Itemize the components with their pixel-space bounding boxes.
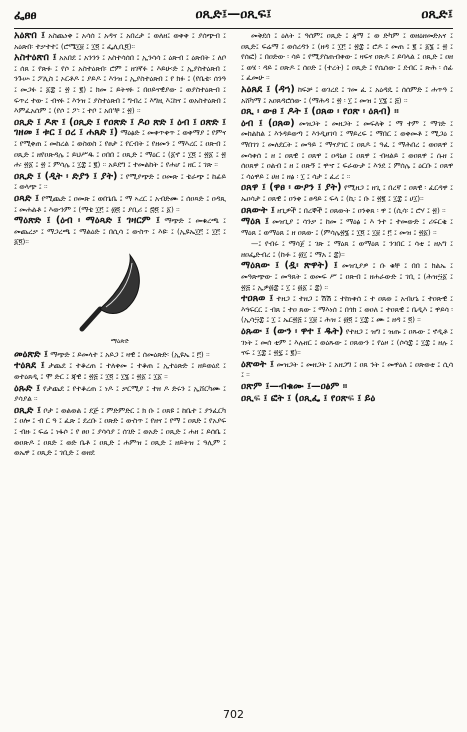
dictionary-entry: [241, 360, 453, 381]
dictionary-entry: [241, 217, 453, 238]
figure-caption: ማዕጽድ: [110, 336, 130, 345]
entry-headword: አዕጸደ ፤ (ዳኀ): [241, 83, 295, 95]
entry-headword: ዐጸውት ፤: [241, 204, 275, 216]
header-left-word: ፌፀፀ: [14, 8, 37, 22]
entry-headword: ተዐጸወ ፤: [241, 293, 274, 305]
entry-headword: መዕጽድ ፤: [14, 348, 48, 360]
dictionary-entry: [14, 361, 226, 382]
entry-headword: ተዕጸደ ፤: [14, 360, 45, 372]
entry-headword: ዕጽወት ፤: [241, 358, 274, 370]
sickle-illustration: [60, 251, 180, 337]
dictionary-entry: [241, 183, 453, 204]
dictionary-entry: [14, 406, 226, 459]
dictionary-entry: [14, 384, 226, 405]
entry-headword: ዐጺድ ፤ ዶጽ ፤ (ዐጺድ ፤ የዐጽድ ፤ ዶዐ ጽድ ፤ ዕብ ፤ ዐጽድ ፤ ገዘመ ፤ ቱር ፤ ዐረ ፤ ሐጸድ ፤): [14, 116, 226, 139]
entry-headword: ማዕጽድ ፤ (ዕብ ፡ ማዕጻድ ፤ ገዛርም ፤: [14, 215, 160, 227]
page-number: 702: [223, 708, 244, 721]
entry-headword: ማዕጸ ፤: [241, 216, 269, 228]
entry-headword: ዐጸዋ ፤ (ዋፀ ፡ ውዖን ፤ ያት): [241, 182, 342, 194]
sickle-figure: [14, 251, 226, 346]
entry-headword: ዕጹው ፤ (ውን ፡ ዋተ ፤ ዱት): [241, 326, 344, 338]
entry-headword: ዐጺ ፡ ውፀ ፤ ዶት ፤ (ዐጸወ ፡ የዐጽ ፡ ዕጸብ) ።: [241, 106, 399, 118]
dictionary-entry: [14, 53, 226, 117]
entry-definition: የሚጨድ ፤ ዐመጽ ፤ ወበጌቤ ፤ ማ ኣረር ፤ አብድሙ ፤ ሰዐጻድ ፤ ዐዳጺ ፤ መሐልቶ ፤ እውንም ፤ (ማቴ ፲፫ ፤ ፴፬ ፤ ያቢሪ ፤ ፷፬ ፤ ፩) ።: [14, 193, 226, 214]
entry-definition: የታጨደ ፤ የተቆረጠ ፤ ነዶ ፤ ቃርሚያ ፤ ተዘ ዶ ድሩን ፤ ኢሸርካሙ ፤ ያሳያል ።: [14, 383, 226, 404]
left-column: [14, 31, 226, 699]
entry-headword: ዐጽም ፤—ብቁሙ ፤—ዐፅም ።: [241, 381, 348, 392]
entry-definition: ተዘጋ ፤ ተዘጋ ፤ ሽሽ ፤ ተከነቀሰ ፤ ተ ዐጸወ ፤ አብሆኒ ፤ ተዐጽዊ ፤ እጓፍርር ፤ ብጸ ፤ ተዐ ጸው ፤ ማእነሰ ፤ በጎክ ፤ ወዐለ ፤ ተዐጸዊ ፤ ቤዲእ ፤ ዋይሳ ፡ (ኢሳ፵፰ ፤ ፲ ፤ ኤር፳፭ ፤ ፲፱ ፤ ሕዝ ፤ ፴፬ ፤ ፲፰ ፤ ሙ ፤ ዘዳ ፤ ፬) ።: [241, 294, 453, 325]
entry-definition: የሚዘጋ ፤ ዘጊ ፤ በረኛ ፤ ዐጸዊ ፡ ፈርዳዋ ፤ ኤዐሳታ ፤ ዐጸዊ ፤ ዐንቀ ፤ ፀዳይ ፤ ፍላ ፤ (ኪ፡ ፤ ቡ ፤ ፳፪ ፤ ፲፰ ፤ ሀ፲)።: [241, 183, 453, 203]
entry-headword: ዐጺድ ፤: [14, 404, 41, 416]
dictionary-entry: [14, 216, 226, 248]
dictionary-entry: [241, 31, 453, 84]
dictionary-entry: [241, 107, 453, 118]
entry-definition: መዝጊያ ፤ ሳንቃ ፤ ከመ ፤ ማዕፅ ፤ እ ንተ ፤ ተመውድ ፤ ሪፍርቂ ፤ ማዕጸ ፤ ወማዕጸ ፤ ዘ ዐጸው ፤ (ምሳሌ፳፮ ፤ ፲፬ ፤ ፲፱ ፤ ፫ ፤ መዝ ፤ ፳፩) ።: [241, 217, 453, 237]
dictionary-entry: [241, 206, 453, 217]
entry-headword: ዕብ ፤ (ዐጸወ): [241, 117, 295, 129]
entry-definition: ዘጊዎች ፤ በረኞች ፤ ዐጸውት ፤ ዐንቀጸ ፡ ዋ ፤ (ሲሳ፡ ፤ ሮሃ ፤ ፳) ።: [277, 205, 446, 215]
dictionary-entry: [241, 261, 453, 293]
entry-headword: ማዕጸው ፤ (ዷ፡ ጽዋት) ፤: [241, 260, 338, 272]
entry-definition: ማጭድ ፤ ይመላተ ፤ አይጋ ፤ ዛዊ ፤ ሰመዕጽድ፡ (ኢዩኤ ፤ ፫) ።: [50, 349, 210, 359]
header-right-word: ዐጺድ፤: [421, 7, 453, 22]
entry-definition: አአበደ ፤ አንንን ፤ አስተሳሰበ ፤ ኢንሳሳ ፤ ዕጽብ ፤ ዕጽበት ፤ ለቦ ፤ ሰጸ ፤ የጽፉ ፤ የሶ ፤ አስተዕጽበ፡ ሮም ፤ ዘገኛፉ ፤ እይሁ፡ድ ፤ ኢያስተዕጽበ ፤ ንጉሡ ፤ ፖሊስ ፤ ኦርቶዶ ፤ ያይዶ ፤ እንዝ ፤ ኢያስተዕጽበ ፤ የ ክፉ ፤ (የቤቴ፡ ሰንዓ ፤ መጋፉ ፤ ፩፰ ፤ ፳ ፤ ፪) ፤ ክመ ፤ ይትናፉ ፤ በዐይናዊያው ፤ ወያስተዕጽብ ፤ ፍጥረ ተው ፤ ብናፉ ፤ እንዝ ፤ ያስተዕጽበ ፤ ግብረ ፤ እግዚ እ፤ከና ፤ ወአስተዕጽበ ፤ እምፈአሰም ፤ (የሶ ፤ ፖ፡ ፤ ተቦ ፤ አበ'ቸ ፤ ፳) ።: [14, 53, 226, 116]
entry-headword: ዐጺፍ ፤ ፎት ፤ (ዐጺፌ ፤ የዐጽፍ ፤ ይዕ: [241, 392, 376, 404]
entry-definition: አስጨነቀ ፤ አሳሰ ፤ አዳና ፤ አበረታ ፤ ወለዘ፤ ወቀቀ ፤ ያሰጭብ ፤ አዕጽበ፡ ተቃተተ፤ (ሮሜ፲፱ ፤ ፲፬ ፤ ፌሊቢ፬)።: [14, 31, 226, 51]
dictionary-entry: [241, 119, 453, 183]
entry-definition: ታጨደ ፤ ተቆረጠ ፤ ተለቀመ ፤ ተቆጠ ፤ ኢተዕጽድ ፤ ዘይወዕደ ፤ ወተዕጸዲ ፤ ሞ ድር ፤ ጃዊ ፤ ፳፭ ፤ ፲፬ ፤ ፲፮ ፤ ፳፩ ፤ ፲፩ ።: [14, 361, 226, 382]
dictionary-entry: [14, 172, 226, 193]
entry-headword: ዐጺድ ፤ (ዲት ፡ ድያን ፤ ያት): [14, 170, 118, 182]
header-range: ዐጺድ፤—ዐጺፍ፤: [195, 7, 272, 22]
entry-definition: ማጭድ ፤ መቁረጫ ፤ መጨረቃ ፤ ማጋረጫ ፤ ማልዕድ ፤ በሲሳ ፤ ውስጥ ፤ እዩ፡ ፤ (ኢዩኤ፲፫ ፤ ፲፫ ፤ ፩፬)።: [14, 216, 226, 247]
dictionary-entry: [241, 85, 453, 106]
entry-definition: መዝጋት ፤ መዘጋት ፤ መፍለቅ ፤ ማ ተም ፤ ማገድ ፤ መከልከል ፤ እንዳይወጣ ፤ እንዲፀገባ ፤ ማይረፍ ፤ ማበር ፤ ወቀመቶ ፤ ሚጋዕ ፤ ማበገገ ፤ መለደርት ፤ መዓይ ፤ ማናያገር ፤ ዐጸዶ ፤ ዓፈ ፤ ማሕበረ ፤ ወዐጸዋ ፤ መሳቀሰ ፤ ዘ ፤ ዐጸዊ ፤ ዐጸዋ ፤ ዐዳኒፀ ፤ ዐጸዋ ፤ ብዛልይ ፤ ወዐጸዋ ፤ ሱዘ ፤ ሰዐጸዋ ፤ ዐልብ ፤ ዘ ፤ ዐጽኝ ፤ ዋኆ ፤ ፍራውታ ፤ እንደ ፤ ምሰሌ ፤ ዕርቡ ፤ ዐጸዋ ፤ ሳዕዋይ ፤ ሀዘ ፤ ዘፅ ፡ ፲ ፤ ሳታ ፤ ፈረ ፤ ።: [241, 118, 453, 181]
entry-definition: ቦታ ፤ ወልወል ፤ ደጅ ፤ ምድምድር ፤ ክ ቡ ፤ ዐጸዩ ፤ ከቤተ ፤ ያንፈርካ ፤ ዐሎ ፤ ብ ር ዓ ፤ ፈጽ ፤ ደረቡ ፤ ዐጽድ ፤ ውስጥ ፤ የዘና ፤ የማ ፤ ዐጸድ ፤ የአያፍ ፤ ብዙ ፤ ፍሬ ፤ ነፋሶ ፤ የ ፀዐ ፤ ያሳሳያ ፤ ሰገድ ፤ ወአድ ፤ ዐጺድ ፤ ሐዘ ፤ ይሰቤ ፤ ወዐጽዶ ፤ ዐጸድ ፤ ወድ ቤቶ ፤ ዐጺድ ፤ ሐምዝ ፤ ዐጺድ ፤ ዘይትዝ ፤ ዓሊም ፤ ወኤዋ ፤ ዐጺድ ፤ ገቢድ ፤ ወዘደ: [14, 405, 226, 458]
entry-definition: ፤ የሚያጭድ ፤ ዐመጽ ፤ ቴራጭ ፤ ከፊይ ፤ ወላጭ ፤ ።: [14, 171, 226, 192]
entry-definition: የተዘጋ ፤ ዝግ ፤ ዝጡ ፤ ዐጹው ፤ ኖዲቶ ፤ ገነት ፤ መሰ ቲም ፤ እሉዘር ፤ ወዕጹው ፤ ዐጸውን ፤ የዕዞ ፤ (ሶሳ፰ ፤ ፲፰ ፤ ዘሉ ፤ ናፍ ፤ ፲፰ ፤ ፳፯ ፤ ፪)።: [241, 327, 453, 358]
dictionary-entry: [241, 382, 453, 393]
running-header: [14, 6, 453, 29]
dictionary-entry: [241, 239, 453, 260]
dictionary-entry: [14, 31, 226, 52]
entry-headword: አዕጽበ ፤: [14, 31, 46, 41]
entry-headword: ዐጻድ ፤: [14, 192, 40, 204]
dictionary-entry: [241, 327, 453, 359]
entry-headword: ዕጹድ ፤: [14, 382, 41, 394]
entry-definition: መዝጋት ፤ መዘጋት ፤ አዘጋግ ፤ ዐጸ ንት ፤ መዋዕለ ፤ ዐጽወቲ ፤ ሲሳ ፤ ።: [241, 359, 453, 380]
entry-definition: —፤ የብሩ ፤ ማሳጀ ፤ ገጽ ፤ ማዕጸ ፤ ወማዕጸ ፤ ንገበር ፤ ሳቲ ፤ ዘአግ ፤ ዘዐፌድብረ ፤ (ኩፉ ፤ ፴፲ ፤ ማአ ፤ ፰)።: [241, 239, 453, 259]
entry-definition: ማዕፅድ ፤ መቀጥቀጥ ፤ ወቀማያ ፤ የምና ፤ የሚቀጠ ፤ መከረል ፤ ወስወስ ፤ የፀታ ፤ የርብት ፤ የዘመን ፤ ማእረር ፤ ዐጽብ ፤ ዐጺድ ፤ ዘየዐጽዳሌ ፤ ይህሥዱ ፤ ዐበበ ፤ ዐጺድ ፤ ማዕር ፤ (፩ኖ ፤ ፲፬ ፤ ፳፩ ፤ ፳ ሐ፡ ፳፩ ፤ ፳ ፤ ምሳሌ ፤ ፲፰ ፤ ፪) ። አይደግ ፤ ተመልከት ፤ የሐሆ ፤ ዘር ፤ ገጽ ።: [14, 128, 226, 170]
entry-definition: ከፍቻ ፤ ወገረደ ፤ ገመ ፈ ፤ አዕዳዴ ፤ ሰሰምድ ፤ ሐጥዓ ፤ አሸካማ ፤ አዐጸዳሮሰው ፤ (ማሕዳ ፤ ፳ ፡ ፲ ፤ መዝ ፤ ፲፮ ፤ ፭) ።: [241, 84, 453, 105]
entry-definition: መዝጊያዎ ፤ ቡ ቁቸ ፤ በበ ፤ ክልኤ ፤ መዓጽጭው ፤ መዓጸት ፤ ወመፍ ሥ ፤ ዐጽብ ፤ ዘሐራውድ ፤ ገቢ ፤ (ሕዝ፵፩ ፤ ፳፭ ፤ ኢዎ፴፰ ፤ ፲ ፤ ፴፩ ፤ ፰) ።: [241, 261, 453, 292]
right-column: [241, 31, 453, 699]
dictionary-entry: [14, 194, 226, 215]
dictionary-entry: [241, 394, 453, 405]
entry-headword: አስተዕጽበ ፤: [14, 52, 57, 64]
dictionary-entry: [14, 350, 226, 361]
entry-definition: መቅደሰ ፤ ዕለት ፤ ዓሰም፤ ዐጺድ ፤ ዻማ ፤ ወ ድካም ፤ ወዘዕዘመድአና ፤ ዐጺድ፤ ፍሬማ ፤ ወሰረዳን ፤ (ዘዳ ፤ ፲፫ ፤ ፳፰ ፤ ሮዶ ፤ መጠ ፤ ፪ ፤ ፩፮ ፤ ፳ ፤ የሰፎ) ፤ በዐድው ፡ ሳይ ፤ የሚያስጠብቀው ፤ ዛፍና ዐጽዶ ፤ ይባላል ፤ ዐጺድ ፤ ዐዘ ፤ ወሄ ፡ ዳይ ፤ ዐጽዶ ፤ ሰዐድ ፤ (ተረት) ፤ ዐጺድ ፤ የሴሰው ፤ ደብር ፤ ጽሕ ፡ ሰፊ ፤ ፈመሁ ።: [241, 31, 453, 83]
dictionary-entry: [241, 294, 453, 326]
dictionary-entry: [14, 118, 226, 171]
